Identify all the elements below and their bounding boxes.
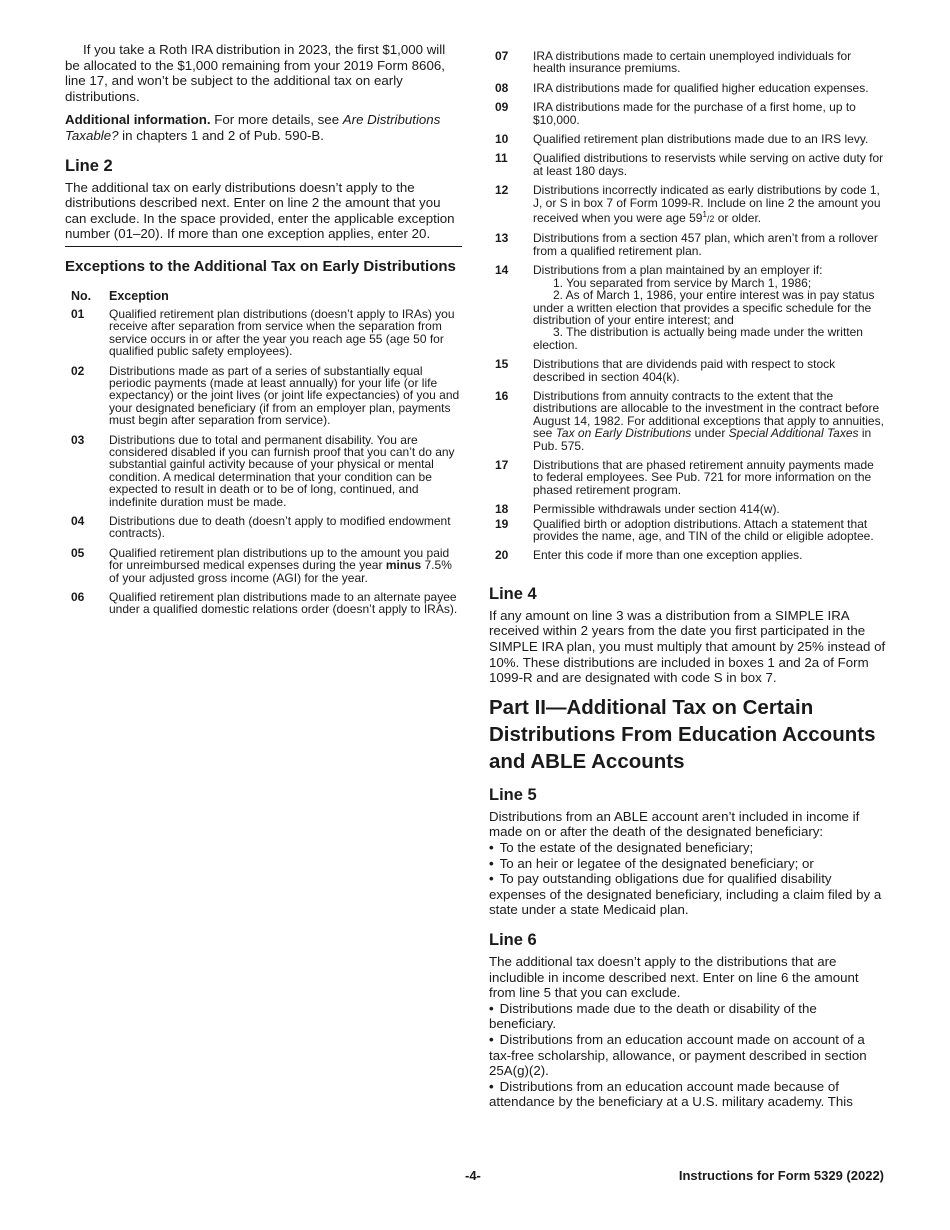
exceptions-table-header [65, 289, 462, 304]
exception-text: Enter this code if more than one exception applies. [533, 548, 803, 563]
divider [65, 246, 462, 247]
exception-text: Distributions that are dividends paid with respect to stock described in section 404(k). [533, 357, 836, 384]
sub-item: 3. The distribution is actually being made under the written election. [533, 325, 863, 352]
exception-text: Distributions from a plan maintained by an employer if: 1. You separated from service by March 1, 1986; 2. As of March 1, 1986, your entire interest was in pay status under a written election that provides a specific schedule for the distribution of your entire interest; and 3. The distribution is actually being made under the written election. [533, 263, 875, 352]
exception-text: Qualified retirement plan distributions (doesn’t apply to IRAs) you receive after separation from service when the separation from service occurs in or after the year you reach age 55 (age 50 for qualified public safety employees). [109, 306, 455, 359]
exception-text: Distributions made as part of a series of substantially equal periodic payments (made at least annually) for your life (or life expectancy) or the joint lives (or joint life expectancies) of you and your designated beneficiary (if from an employer plan, payments must begin after separation from service). [109, 363, 460, 428]
exception-row [489, 518, 886, 543]
exception-code: 08 [495, 80, 509, 95]
exception-row [489, 152, 886, 177]
pub-reference: Are Distributions Taxable? [65, 112, 441, 143]
exception-text: Distributions due to death (doesn’t apply to modified endowment contracts). [109, 514, 451, 541]
exception-code: 09 [495, 100, 509, 115]
exception-code: 17 [495, 457, 509, 472]
roth-paragraph: If you take a Roth IRA distribution in 2023, the first $1,000 will be allocated to the $1,000 remaining from your 2019 Form 8606, line 17, and won’t be subject to the additional tax on early distributions. [65, 42, 446, 104]
exception-code: 19 [495, 516, 509, 531]
exception-row [65, 308, 462, 358]
exception-text: Distributions from a section 457 plan, which aren’t from a rollover from a qualified retirement plan. [533, 231, 878, 258]
part2-heading: Part II—Additional Tax on Certain Distributions From Education Accounts and ABLE Accounts [489, 695, 876, 773]
exception-row [489, 358, 886, 383]
exception-text: Qualified retirement plan distributions up to the amount you paid for unreimbursed medical expenses during the year minus 7.5% of your adjusted gross income (AGI) for the year. [109, 545, 452, 585]
exceptions-heading: Exceptions to the Additional Tax on Early Distributions [65, 257, 456, 275]
exception-row [489, 503, 886, 515]
exception-text: Qualified retirement plan distributions made to an alternate payee under a qualified domestic relations order (doesn’t apply to IRAs). [109, 590, 458, 617]
exception-row [65, 515, 462, 540]
exception-code: 11 [495, 151, 508, 166]
exception-row [65, 591, 462, 616]
exception-row [489, 50, 886, 75]
exception-row [489, 264, 886, 351]
exception-code: 18 [495, 502, 509, 517]
left-column [65, 42, 462, 623]
exception-code: 05 [71, 545, 85, 560]
exception-code: 03 [71, 432, 85, 447]
exception-text: Distributions that are phased retirement annuity payments made to federal employees. See Pub. 721 for more information on the phased retirement program. [533, 457, 874, 497]
exception-code: 13 [495, 231, 509, 246]
form-title: Instructions for Form 5329 (2022) [678, 1168, 884, 1183]
bullet-item: • To the estate of the designated beneficiary; [489, 840, 886, 856]
exception-text: Permissible withdrawals under section 414(w). [533, 502, 780, 517]
exception-text: IRA distributions made for qualified higher education expenses. [533, 80, 869, 95]
page-number: -4- [465, 1168, 481, 1183]
bullet-item: • To an heir or legatee of the designated beneficiary; or [489, 856, 886, 872]
line2-paragraph: The additional tax on early distributions doesn’t apply to the distributions described next. Enter on line 2 the amount that you can exclude. In the space provided, enter the applicable exception number (01–20). If more than one exception applies, enter 20. [65, 179, 455, 242]
exception-code: 04 [71, 514, 85, 529]
line4-paragraph: If any amount on line 3 was a distribution from a SIMPLE IRA received within 2 years from the date you first participated in the SIMPLE IRA plan, you must multiply that amount by 25% instead of 10%. These distributions are included in boxes 1 and 2a of Form 1099-R and are designated with code S in box 7. [489, 607, 886, 686]
bullet-item: • Distributions from an education account made on account of a tax-free scholarship, allowance, or payment described in section 25A(g)(2). [489, 1032, 886, 1079]
line6-paragraph: The additional tax doesn’t apply to the distributions that are includible in income described next. Enter on line 6 the amount from line 5 that you can exclude. [489, 953, 859, 1001]
sub-item: 2. As of March 1, 1986, your entire interest was in pay status under a written election that provides a specific schedule for the distribution of your entire interest; and [533, 288, 875, 327]
exception-row [65, 365, 462, 427]
exception-row [489, 459, 886, 496]
exception-text: Distributions incorrectly indicated as early distributions by code 1, J, or S in box 7 of Form 1099-R. Include on line 2 the amount you received when you were age $59^1/2$ or older. [533, 183, 881, 226]
exception-code: 10 [495, 132, 509, 147]
exception-text: Qualified retirement plan distributions made due to an IRS levy. [533, 132, 869, 147]
exception-row [489, 101, 886, 126]
exception-text: Qualified distributions to reservists while serving on active duty for at least 180 days. [533, 151, 884, 178]
exception-row [489, 549, 886, 561]
exception-row [489, 390, 886, 452]
additional-info-label: Additional information. [65, 112, 211, 128]
line5-heading: Line 5 [489, 785, 537, 804]
exception-code: 06 [71, 590, 85, 605]
exception-code: 16 [495, 388, 509, 403]
exception-text: Distributions due to total and permanent disability. You are considered disabled if you can furnish proof that you can’t do any substantial gainful activity because of your physical or mental condition. A medical determination that your condition can be expected to result in death or to be of long, continued, and indefinite duration must be made. [109, 432, 455, 509]
column-header-no: No. [71, 288, 92, 303]
bullet-item: • Distributions from an education account made because of attendance by the beneficiary at a U.S. military academy. This [489, 1079, 886, 1110]
exception-code: 01 [71, 306, 85, 321]
exception-code: 15 [495, 357, 509, 372]
exception-text: Qualified birth or adoption distributions. Attach a statement that provides the name, age, and TIN of the child or eligible adoptee. [533, 516, 874, 543]
exception-text: IRA distributions made for the purchase of a first home, up to $10,000. [533, 100, 856, 127]
exception-row [489, 82, 886, 94]
exception-code: 12 [495, 183, 509, 198]
exception-code: 07 [495, 49, 509, 63]
exception-code: 20 [495, 548, 509, 563]
bullet-item: • To pay outstanding obligations due for qualified disability expenses of the designated beneficiary, including a claim filed by a state under a state Medicaid plan. [489, 871, 886, 918]
exception-row [489, 232, 886, 257]
sub-item: 1. You separated from service by March 1, 1986; [553, 275, 812, 290]
line4-heading: Line 4 [489, 584, 537, 603]
exception-code: 14 [495, 263, 509, 278]
line6-heading: Line 6 [489, 930, 537, 949]
right-column [489, 50, 886, 1110]
column-header-exception: Exception [109, 288, 169, 303]
additional-info-paragraph: Additional information. For more details, see Are Distributions Taxable? in chapters 1 and 2 of Pub. 590-B. [65, 112, 441, 143]
exception-row [489, 133, 886, 145]
exception-text: IRA distributions made to certain unemployed individuals for health insurance premiums. [533, 49, 852, 76]
exception-row [489, 184, 886, 225]
exception-row [65, 434, 462, 508]
line2-heading: Line 2 [65, 156, 113, 175]
exception-code: 02 [71, 363, 85, 378]
line5-paragraph: Distributions from an ABLE account aren’t included in income if made on or after the death of the designated beneficiary: [489, 808, 860, 840]
exception-text: Distributions from annuity contracts to the extent that the distributions are allocable to the investment in the contract before August 14, 1982. For additional exceptions that apply to annuities, see Tax on Early Distributions under Special Additional Taxes in Pub. 575. [533, 388, 884, 453]
bullet-item: • Distributions made due to the death or disability of the beneficiary. [489, 1001, 886, 1032]
exception-row [65, 547, 462, 584]
